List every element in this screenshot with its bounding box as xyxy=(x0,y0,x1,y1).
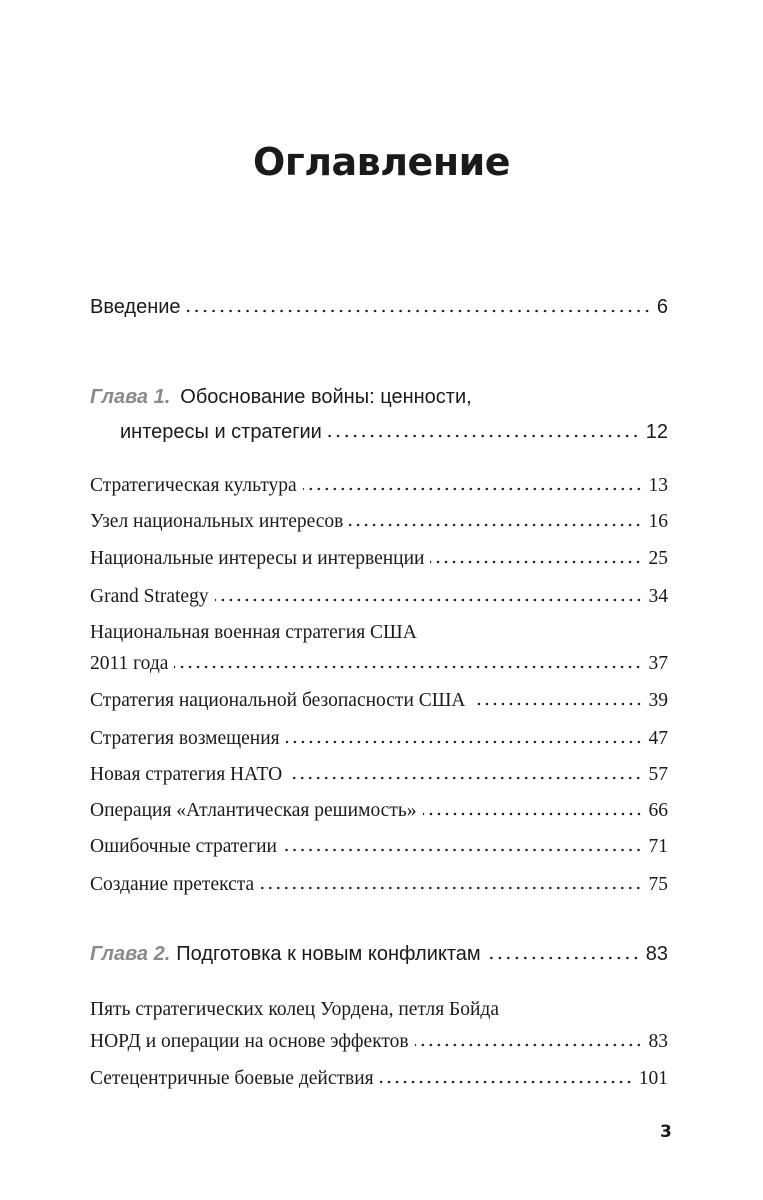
entry-label: Сетецентричные боевые действия xyxy=(90,1068,374,1089)
entry-label: Стратегическая культура xyxy=(90,475,297,496)
toc-entry[interactable] xyxy=(90,586,668,608)
entry-page: 37 xyxy=(648,653,668,674)
dot-leader xyxy=(260,886,642,890)
entry-label: Создание претекста xyxy=(90,874,255,895)
entry-label: Национальная военная стратегия США xyxy=(90,622,417,643)
entry-label: 2011 года xyxy=(90,653,169,674)
dot-leader xyxy=(283,848,643,852)
chapter-label: Глава 2. xyxy=(90,943,171,965)
entry-page: 83 xyxy=(645,943,668,965)
entry-label: Операция «Атлантическая решимость» xyxy=(90,800,417,821)
chapter-1-heading-cont[interactable] xyxy=(120,421,668,444)
entry-label: Grand Strategy xyxy=(90,586,209,607)
toc-entry[interactable] xyxy=(90,1031,668,1053)
entry-page: 34 xyxy=(648,586,668,607)
toc-entry[interactable] xyxy=(90,800,668,822)
toc-entry[interactable] xyxy=(90,653,668,675)
toc-entry[interactable] xyxy=(90,764,668,786)
dot-leader xyxy=(423,812,643,816)
entry-page: 66 xyxy=(648,800,668,821)
entry-label: Пять стратегических колец Уордена, петля Бойда xyxy=(90,999,500,1020)
entry-page: 12 xyxy=(645,421,668,443)
entry-label: Стратегия национальной безопасности США xyxy=(90,690,466,711)
dot-leader xyxy=(187,309,651,313)
dot-leader xyxy=(215,598,643,602)
chapter-label: Глава 1. xyxy=(90,386,171,408)
entry-label: Ошибочные стратегии xyxy=(90,836,277,857)
toc-entry-line1[interactable] xyxy=(90,999,668,1021)
entry-label: Стратегия возмещения xyxy=(90,728,280,749)
toc-entry[interactable] xyxy=(90,1068,668,1090)
entry-label: НОРД и операции на основе эффектов xyxy=(90,1031,409,1052)
toc-entry[interactable] xyxy=(90,511,668,533)
entry-page: 47 xyxy=(648,728,668,749)
toc-entry[interactable] xyxy=(90,728,668,750)
chapter-title: Подготовка к новым конфликтам xyxy=(176,943,481,965)
dot-leader xyxy=(286,740,643,744)
entry-page: 71 xyxy=(648,836,668,857)
toc-entry[interactable] xyxy=(90,548,668,570)
toc-entry-line1[interactable] xyxy=(90,622,668,644)
entry-page: 39 xyxy=(648,690,668,711)
dot-leader xyxy=(303,487,643,491)
dot-leader xyxy=(380,1080,633,1084)
entry-label: Национальные интересы и интервенции xyxy=(90,548,425,569)
chapter-2-heading[interactable] xyxy=(90,943,668,966)
toc-entry-intro[interactable] xyxy=(90,296,668,319)
toc-entry[interactable] xyxy=(90,690,668,712)
entry-page: 13 xyxy=(648,475,668,496)
entry-page: 6 xyxy=(656,296,668,318)
entry-page: 16 xyxy=(648,511,668,532)
page-number: 3 xyxy=(660,1122,672,1142)
toc-entry[interactable] xyxy=(90,874,668,896)
entry-label: Введение xyxy=(90,296,181,318)
entry-page: 57 xyxy=(648,764,668,785)
page-title: Оглавление xyxy=(253,140,510,184)
dot-leader xyxy=(487,956,640,960)
chapter-title: Обоснование войны: ценности, xyxy=(180,386,472,408)
entry-page: 25 xyxy=(648,548,668,569)
dot-leader xyxy=(288,776,642,780)
dot-leader xyxy=(472,702,643,706)
dot-leader xyxy=(430,560,642,564)
entry-page: 83 xyxy=(648,1031,668,1052)
dot-leader xyxy=(415,1043,643,1047)
chapter-1-heading[interactable] xyxy=(90,386,668,409)
entry-page: 75 xyxy=(648,874,668,895)
dot-leader xyxy=(174,665,642,669)
chapter-title-cont: интересы и стратегии xyxy=(120,421,322,443)
dot-leader xyxy=(328,434,640,438)
entry-page: 101 xyxy=(638,1068,668,1089)
entry-label: Узел национальных интересов xyxy=(90,511,344,532)
toc-entry[interactable] xyxy=(90,475,668,497)
toc-entry[interactable] xyxy=(90,836,668,858)
dot-leader xyxy=(349,523,642,527)
entry-label: Новая стратегия НАТО xyxy=(90,764,283,785)
